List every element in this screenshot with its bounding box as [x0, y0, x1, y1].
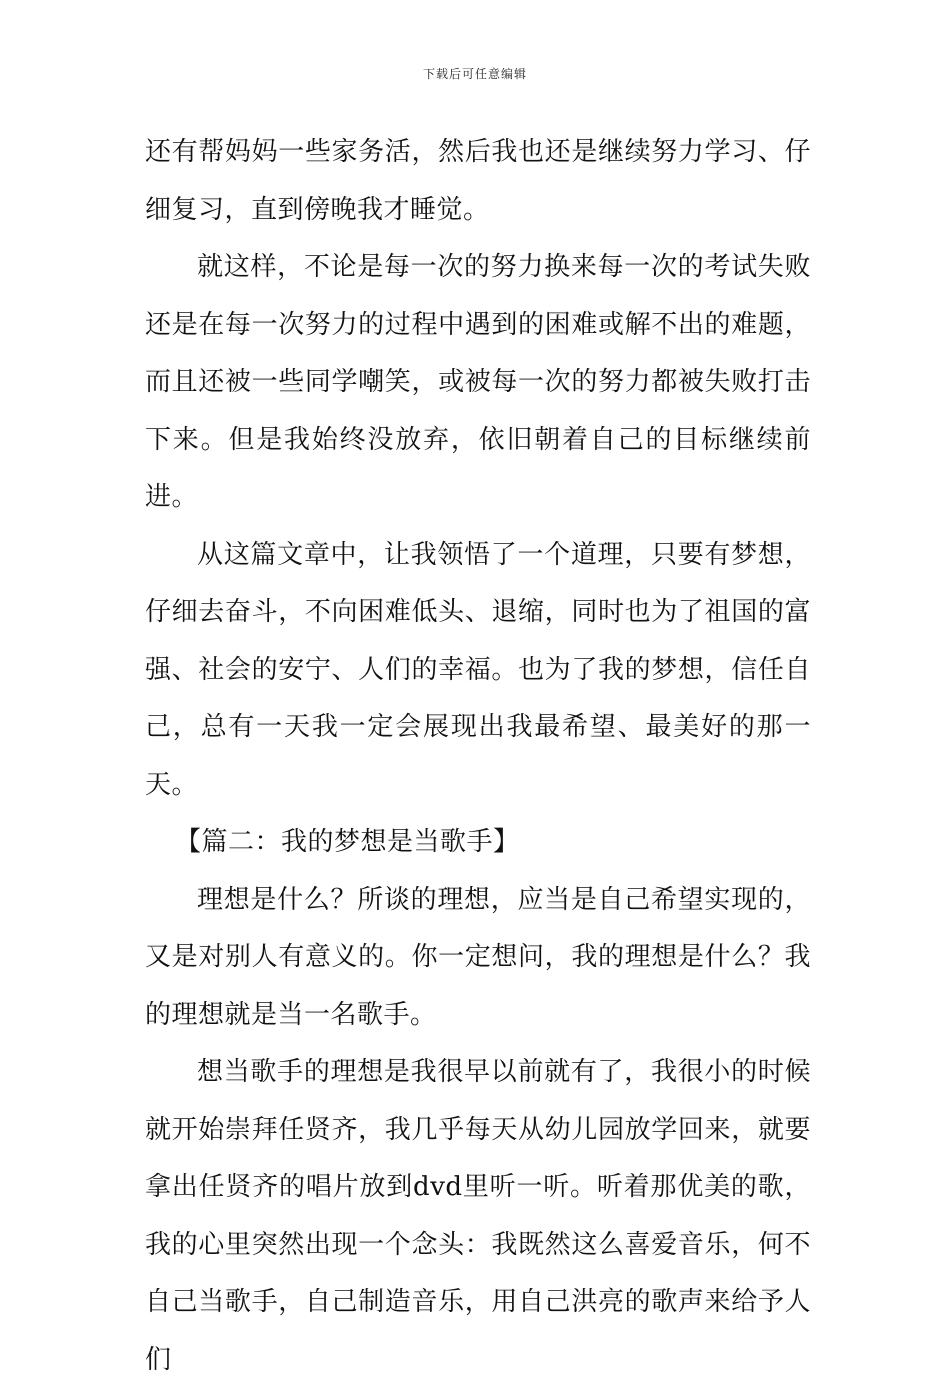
document-body: [145, 124, 811, 1389]
paragraph: 想当歌手的理想是我很早以前就有了，我很小的时候就开始崇拜任贤齐，我几乎每天从幼儿园放学回来，就要拿出任贤齐的唱片放到dvd里听一听。听着那优美的歌，我的心里突然出现一个念头：我既然这么喜爱音乐，何不自己当歌手，自己制造音乐，用自己洪亮的歌声来给予人们: [145, 1057, 811, 1375]
paragraph: 理想是什么？所谈的理想，应当是自己希望实现的，又是对别人有意义的。你一定想问，我的理想是什么？我的理想就是当一名歌手。: [145, 884, 811, 1030]
page-header: 下载后可任意编辑: [422, 67, 527, 81]
paragraph: 还有帮妈妈一些家务活，然后我也还是继续努力学习、仔细复习，直到傍晚我才睡觉。: [145, 137, 811, 225]
section-heading: 【篇二：我的梦想是当歌手】: [175, 827, 520, 857]
paragraph: 就这样，不论是每一次的努力换来每一次的考试失败还是在每一次努力的过程中遇到的困难或解不出的难题，而且还被一些同学嘲笑，或被每一次的努力都被失败打击下来。但是我始终没放弃，依旧朝着自己的目标继续前进。: [145, 252, 811, 512]
paragraph: 从这篇文章中，让我领悟了一个道理，只要有梦想，仔细去奋斗，不向困难低头、退缩，同时也为了祖国的富强、社会的安宁、人们的幸福。也为了我的梦想，信任自己，总有一天我一定会展现出我最希望、最美好的那一天。: [145, 539, 811, 800]
